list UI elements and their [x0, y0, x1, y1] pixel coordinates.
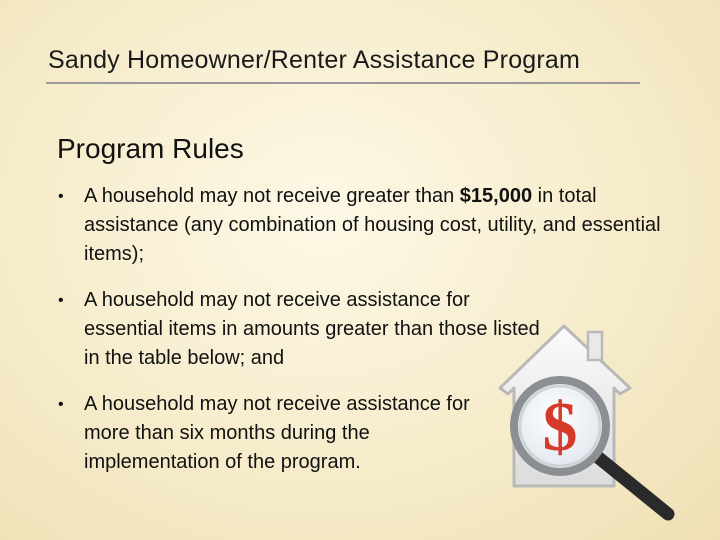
bullet-icon: •	[58, 396, 64, 413]
magnifier-icon	[514, 380, 668, 514]
rule-text: A household may not receive assistance for essential items in amounts greater than those listed in the table below; and	[84, 289, 540, 369]
bullet-icon: •	[58, 188, 64, 205]
section-heading: Program Rules	[57, 133, 244, 164]
slide-title: Sandy Homeowner/Renter Assistance Program	[48, 46, 581, 74]
rule-item	[58, 182, 684, 269]
bullet-icon: •	[58, 292, 64, 309]
rule-text-part: in total assistance (any combination of housing cost, utility, and essential items);	[84, 185, 661, 265]
rule-text: A household may not receive assistance for more than six months during the implementation of the program.	[84, 393, 470, 473]
dollar-icon: $	[542, 389, 578, 466]
rule-text-part: A household may not receive greater than	[84, 185, 460, 207]
rule-amount: $15,000	[459, 185, 533, 207]
title-underline	[46, 82, 640, 84]
house-magnifier-graphic	[492, 318, 682, 528]
